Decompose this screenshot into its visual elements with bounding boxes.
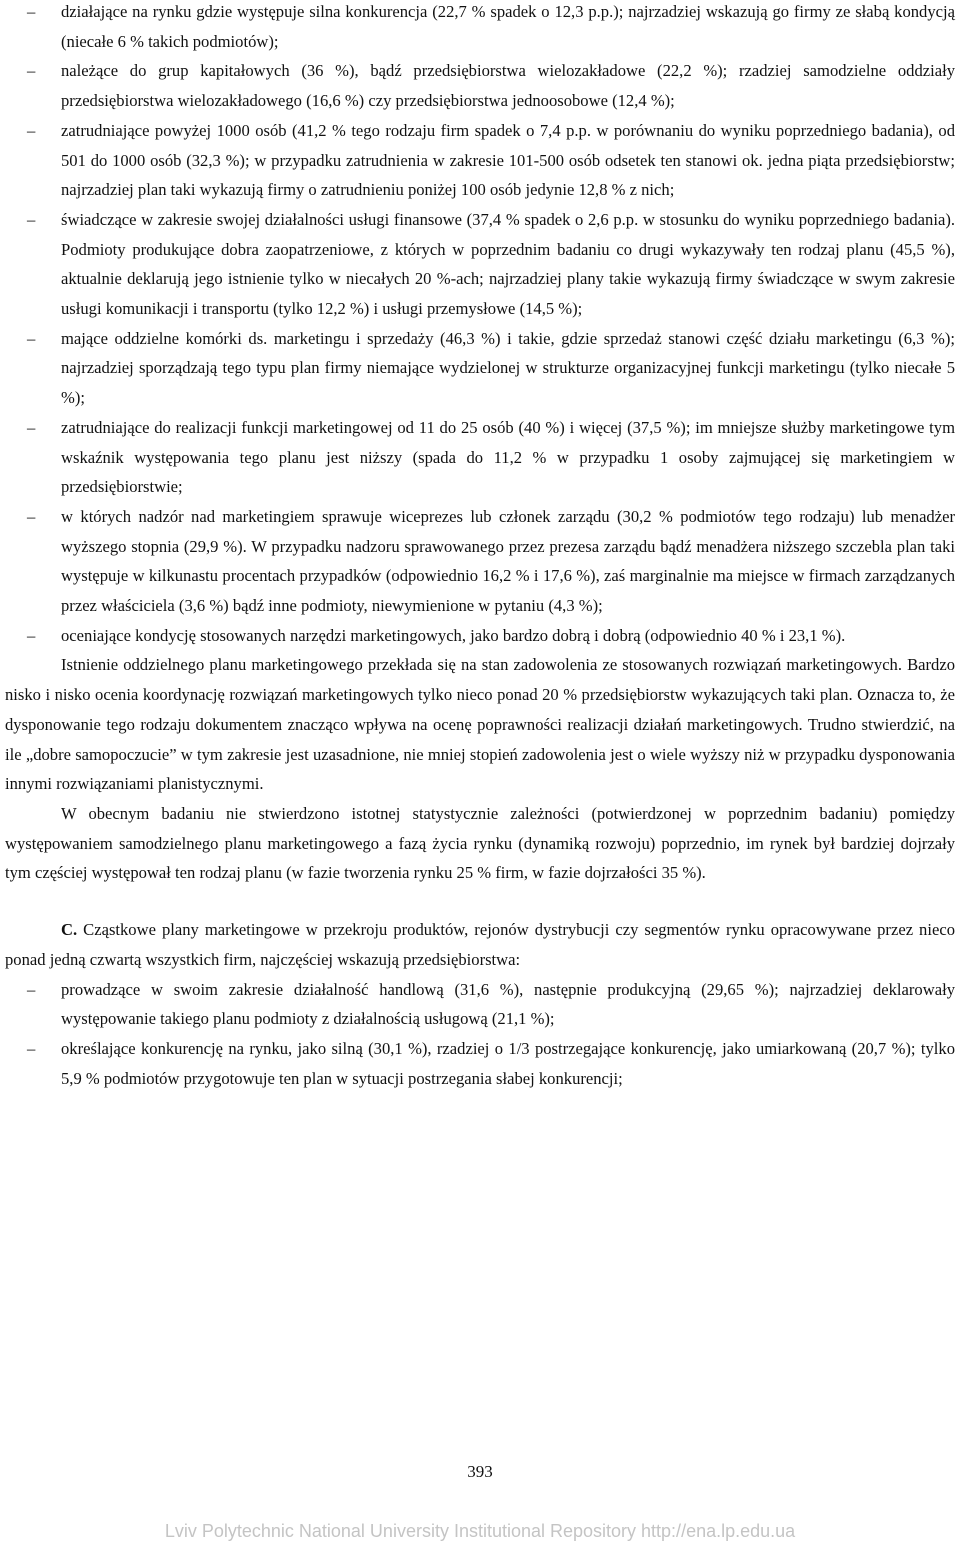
bullet-item: – określające konkurencję na rynku, jako silną (30,1 %), rzadziej o 1/3 postrzegające konkurencję, jako umiarkowaną (20,7 %); tylko 5,9 % podmiotów przygotowuje ten plan w sytuacji postrzegania słabej konkurencji; (5, 1034, 955, 1093)
body-paragraph: W obecnym badaniu nie stwierdzono istotnej statystycznie zależności (potwierdzonej w poprzednim badaniu) pomiędzy występowaniem samodzielnego planu marketingowego a fazą życia rynku (dynamiką rozwoju) poprzednio, im rynek był bardziej dojrzały tym częściej występował ten rodzaj planu (w fazie tworzenia rynku 25 % firm, w fazie dojrzałości 35 %). (5, 803, 955, 883)
bullet-item: – zatrudniające powyżej 1000 osób (41,2 % tego rodzaju firm spadek o 7,4 p.p. w porównaniu do wyniku poprzedniego badania), od 501 do 1000 osób (32,3 %); w przypadku zatrudnienia w zakresie 101-500 osób odsetek ten stanowi ok. jedna piąta przedsiębiorstw; najrzadziej plan taki wykazują firmy o zatrudnieniu poniżej 100 osób jedynie 12,8 % z nich; (5, 116, 955, 205)
section-c-text: Cząstkowe plany marketingowe w przekroju produktów, rejonów dystrybucji czy segmentów rynku opracowywane przez nieco ponad jedną czwartą wszystkich firm, najczęściej wskazują przedsiębiorstwa: (5, 920, 955, 969)
section-c-paragraph (5, 915, 955, 974)
bullet-item: – prowadzące w swoim zakresie działalność handlową (31,6 %), następnie produkcyjną (29,65 %); najrzadziej deklarowały występowanie takiego planu podmioty z działalnością usługową (21,1 %); (5, 975, 955, 1034)
bullet-item: – świadczące w zakresie swojej działalności usługi finansowe (37,4 % spadek o 2,6 p.p. w stosunku do wyniku poprzedniego badania). Podmioty produkujące dobra zaopatrzeniowe, z których w poprzednim badaniu co drugi wykazywały ten rodzaj planu (45,5 %), aktualnie deklarują jego istnienie tylko w niecałych 20 %-ach; najrzadziej plany takie wykazują firmy świadczące w swym zakresie usługi komunikacji i transportu (tylko 12,2 %) i usługi przemysłowe (14,5 %); (5, 205, 955, 324)
body-text (5, 0, 955, 1093)
bullet-item: – zatrudniające do realizacji funkcji marketingowej od 11 do 25 osób (40 %) i więcej (37,5 %); im mniejsze służby marketingowe tym wskaźnik występowania tego planu jest niższy (spada do 11,2 % w przypadku 1 osoby zajmującej się marketingiem w przedsiębiorstwie; (5, 413, 955, 502)
section-marker: C. (61, 920, 78, 940)
body-paragraph: Istnienie oddzielnego planu marketingowego przekłada się na stan zadowolenia ze stosowanych rozwiązań marketingowych. Bardzo nisko i nisko ocenia koordynację rozwiązań marketingowych tylko nieco ponad 20 % przedsiębiorstw wykazujących taki plan. Oznacza to, że dysponowanie tego rodzaju dokumentem znacząco wpływa na ocenę poprawności realizacji działań marketingowych. Trudno stwierdzić, na ile „dobre samopoczucie” w tym zakresie jest uzasadnione, nie mniej stopień zadowolenia jest o wiele wyższy niż w przypadku dysponowania innymi rozwiązaniami planistycznymi. (5, 655, 955, 794)
bullet-item: – działające na rynku gdzie występuje silna konkurencja (22,7 % spadek o 12,3 p.p.); najrzadziej wskazują go firmy ze słabą kondycją (niecałe 6 % takich podmiotów); (5, 0, 955, 56)
bullet-item: – w których nadzór nad marketingiem sprawuje wiceprezes lub członek zarządu (30,2 % podmiotów tego rodzaju) lub menadżer wyższego stopnia (29,9 %). W przypadku nadzoru sprawowanego przez prezesa zarządu bądź menadżera niższego szczebla plan taki występuje w kilkunastu procentach przypadków (odpowiednio 16,2 % i 17,6 %), zaś marginalnie ma miejsce w firmach zarządzanych przez właściciela (3,6 %) bądź inne podmioty, niewymienione w pytaniu (4,3 %); (5, 502, 955, 621)
bullet-item: – należące do grup kapitałowych (36 %), bądź przedsiębiorstwa wielozakładowe (22,2 %); rzadziej samodzielne oddziały przedsiębiorstwa wielozakładowego (16,6 %) czy przedsiębiorstwa jednoosobowe (12,4 %); (5, 56, 955, 115)
bullet-item: – oceniające kondycję stosowanych narzędzi marketingowych, jako bardzo dobrą i dobrą (odpowiednio 40 % i 23,1 %). (5, 621, 955, 651)
repository-footer: Lviv Polytechnic National University Institutional Repository http://ena.lp.edu.ua (164, 1521, 796, 1541)
page-number: 393 (467, 1462, 493, 1481)
bullet-item: – mające oddzielne komórki ds. marketingu i sprzedaży (46,3 %) i takie, gdzie sprzedaż stanowi część działu marketingu (6,3 %); najrzadziej sporządzają tego typu plan firmy niemające wydzielonej w strukturze organizacyjnej funkcji marketingu (tylko niecałe 5 %); (5, 324, 955, 413)
